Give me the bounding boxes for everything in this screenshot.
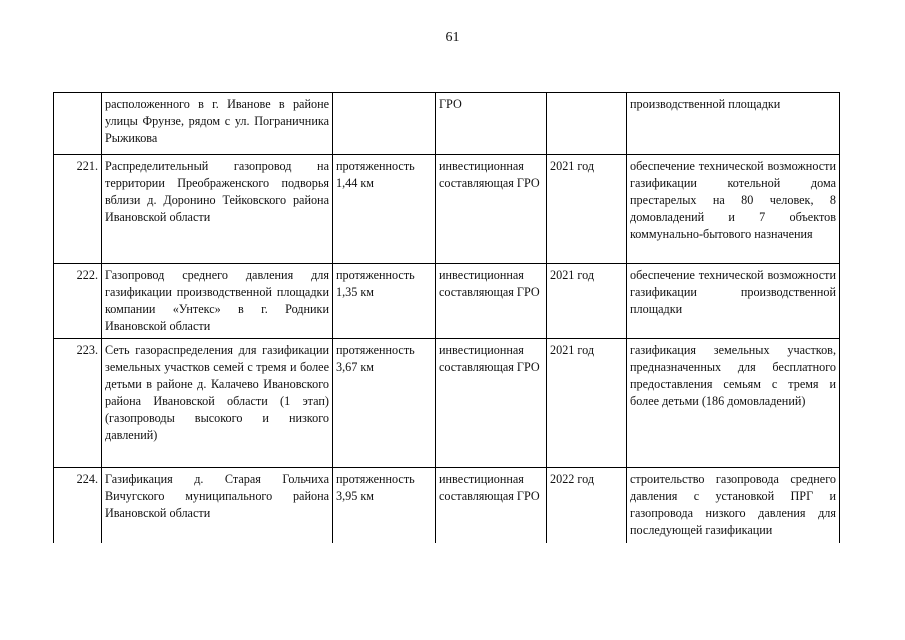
table-row — [54, 468, 840, 544]
object-length — [333, 93, 436, 155]
year: 2021 год — [547, 339, 627, 468]
row-number — [54, 93, 102, 155]
row-number: 223. — [54, 339, 102, 468]
year: 2022 год — [547, 468, 627, 544]
row-number: 224. — [54, 468, 102, 544]
table-row — [54, 93, 840, 155]
funding-source: инвестиционная составляющая ГРО — [436, 155, 547, 264]
purpose: строительство газопровода среднего давления с установкой ПРГ и газопровода низкого давления для последующей газификации — [627, 468, 840, 544]
row-number: 221. — [54, 155, 102, 264]
object-name: Газификация д. Старая Гольчиха Вичугского муниципального района Ивановской области — [102, 468, 333, 544]
purpose: обеспечение технической возможности газификации котельной дома престарелых на 80 человек, 8 домовладений и 7 объектов коммунально-бытового назначения — [627, 155, 840, 264]
row-number: 222. — [54, 264, 102, 339]
object-name: расположенного в г. Иванове в районе улицы Фрунзе, рядом с ул. Пограничника Рыжикова — [102, 93, 333, 155]
page-number: 61 — [445, 30, 460, 45]
table-row — [54, 264, 840, 339]
object-length: протяженность 1,35 км — [333, 264, 436, 339]
purpose: обеспечение технической возможности газификации производственной площадки — [627, 264, 840, 339]
object-name: Сеть газораспределения для газификации земельных участков семей с тремя и более детьми в районе д. Калачево Ивановского района Ивановской области (1 этап) (газопроводы высокого и низкого давлений) — [102, 339, 333, 468]
year — [547, 93, 627, 155]
object-name: Распределительный газопровод на территории Преображенского подворья вблизи д. Доронино Тейковского района Ивановской области — [102, 155, 333, 264]
object-name: Газопровод среднего давления для газификации производственной площадки компании «Унтекс» в г. Родники Ивановской области — [102, 264, 333, 339]
table-row — [54, 155, 840, 264]
object-length: протяженность 3,67 км — [333, 339, 436, 468]
object-length: протяженность 3,95 км — [333, 468, 436, 544]
objects-table — [53, 92, 840, 543]
object-length: протяженность 1,44 км — [333, 155, 436, 264]
funding-source: инвестиционная составляющая ГРО — [436, 264, 547, 339]
year: 2021 год — [547, 264, 627, 339]
funding-source: инвестиционная составляющая ГРО — [436, 339, 547, 468]
funding-source: ГРО — [436, 93, 547, 155]
year: 2021 год — [547, 155, 627, 264]
funding-source: инвестиционная составляющая ГРО — [436, 468, 547, 544]
purpose: газификация земельных участков, предназначенных для бесплатного предоставления семьям с тремя и более детьми (186 домовладений) — [627, 339, 840, 468]
purpose: производственной площадки — [627, 93, 840, 155]
table-row — [54, 339, 840, 468]
